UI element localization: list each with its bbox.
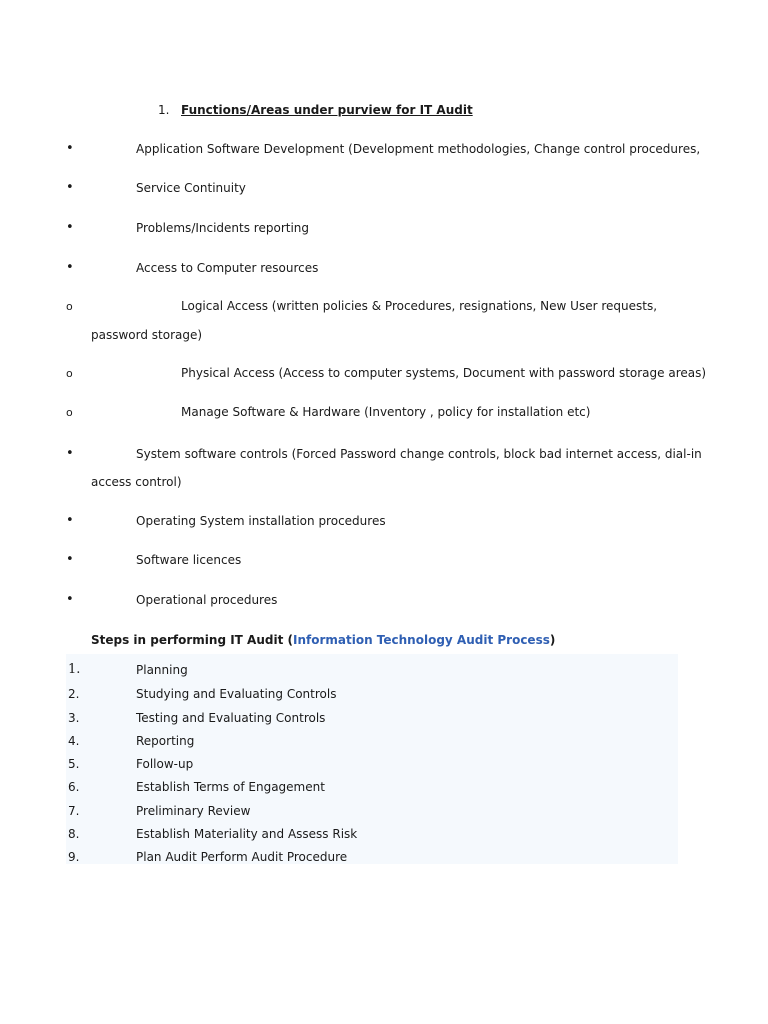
step-number: 6. bbox=[68, 780, 80, 794]
step-item: Reporting bbox=[136, 734, 195, 748]
step-number: 5. bbox=[68, 757, 80, 771]
sub-bullet-marker: o bbox=[66, 406, 73, 419]
sub-item-logical-access: Logical Access (written policies & Procedures, resignations, New User requests, bbox=[181, 299, 658, 313]
list-item-app-dev: Application Software Development (Development methodologies, Change control procedures, bbox=[136, 142, 701, 156]
step-item: Planning bbox=[136, 663, 188, 677]
audit-process-link[interactable]: Information Technology Audit Process bbox=[292, 633, 550, 647]
step-number: 3. bbox=[68, 711, 80, 725]
bullet-marker: • bbox=[66, 260, 74, 275]
list-item-os-install: Operating System installation procedures bbox=[136, 514, 386, 528]
step-item: Testing and Evaluating Controls bbox=[136, 711, 326, 725]
step-item: Preliminary Review bbox=[136, 804, 251, 818]
step-item: Establish Terms of Engagement bbox=[136, 780, 325, 794]
step-number: 8. bbox=[68, 827, 80, 841]
bullet-marker: • bbox=[66, 141, 74, 156]
sub-item-physical-access: Physical Access (Access to computer systems, Document with password storage areas) bbox=[181, 366, 707, 380]
sub-bullet-marker: o bbox=[66, 300, 73, 313]
list-item-access: Access to Computer resources bbox=[136, 261, 319, 275]
sub-item-logical-access-continued: password storage) bbox=[91, 328, 203, 342]
bullet-marker: • bbox=[66, 446, 74, 461]
steps-heading bbox=[91, 633, 555, 647]
bullet-marker: • bbox=[66, 592, 74, 607]
steps-heading-prefix: Steps in performing IT Audit ( bbox=[91, 633, 293, 647]
step-item: Follow-up bbox=[136, 757, 194, 771]
step-number: 2. bbox=[68, 687, 80, 701]
step-item: Studying and Evaluating Controls bbox=[136, 687, 337, 701]
list-item-licences: Software licences bbox=[136, 553, 242, 567]
section-heading: Functions/Areas under purview for IT Audit bbox=[181, 103, 473, 117]
step-number: 9. bbox=[68, 850, 80, 864]
sub-item-manage-software: Manage Software & Hardware (Inventory , policy for installation etc) bbox=[181, 405, 591, 419]
step-number: 7. bbox=[68, 804, 80, 818]
step-number: 1. bbox=[68, 662, 81, 677]
steps-heading-suffix: ) bbox=[549, 633, 556, 647]
sub-bullet-marker: o bbox=[66, 367, 73, 380]
list-item-service-continuity: Service Continuity bbox=[136, 181, 246, 195]
bullet-marker: • bbox=[66, 220, 74, 235]
list-item-system-software-continued: access control) bbox=[91, 475, 182, 489]
list-item-system-software: System software controls (Forced Password change controls, block bad internet access, dial-in bbox=[136, 447, 702, 461]
list-item-operational: Operational procedures bbox=[136, 593, 278, 607]
heading-number: 1. bbox=[158, 103, 170, 117]
step-item: Plan Audit Perform Audit Procedure bbox=[136, 850, 348, 864]
bullet-marker: • bbox=[66, 552, 74, 567]
step-item: Establish Materiality and Assess Risk bbox=[136, 827, 358, 841]
bullet-marker: • bbox=[66, 180, 74, 195]
bullet-marker: • bbox=[66, 513, 74, 528]
step-number: 4. bbox=[68, 734, 80, 748]
list-item-problems: Problems/Incidents reporting bbox=[136, 221, 310, 235]
